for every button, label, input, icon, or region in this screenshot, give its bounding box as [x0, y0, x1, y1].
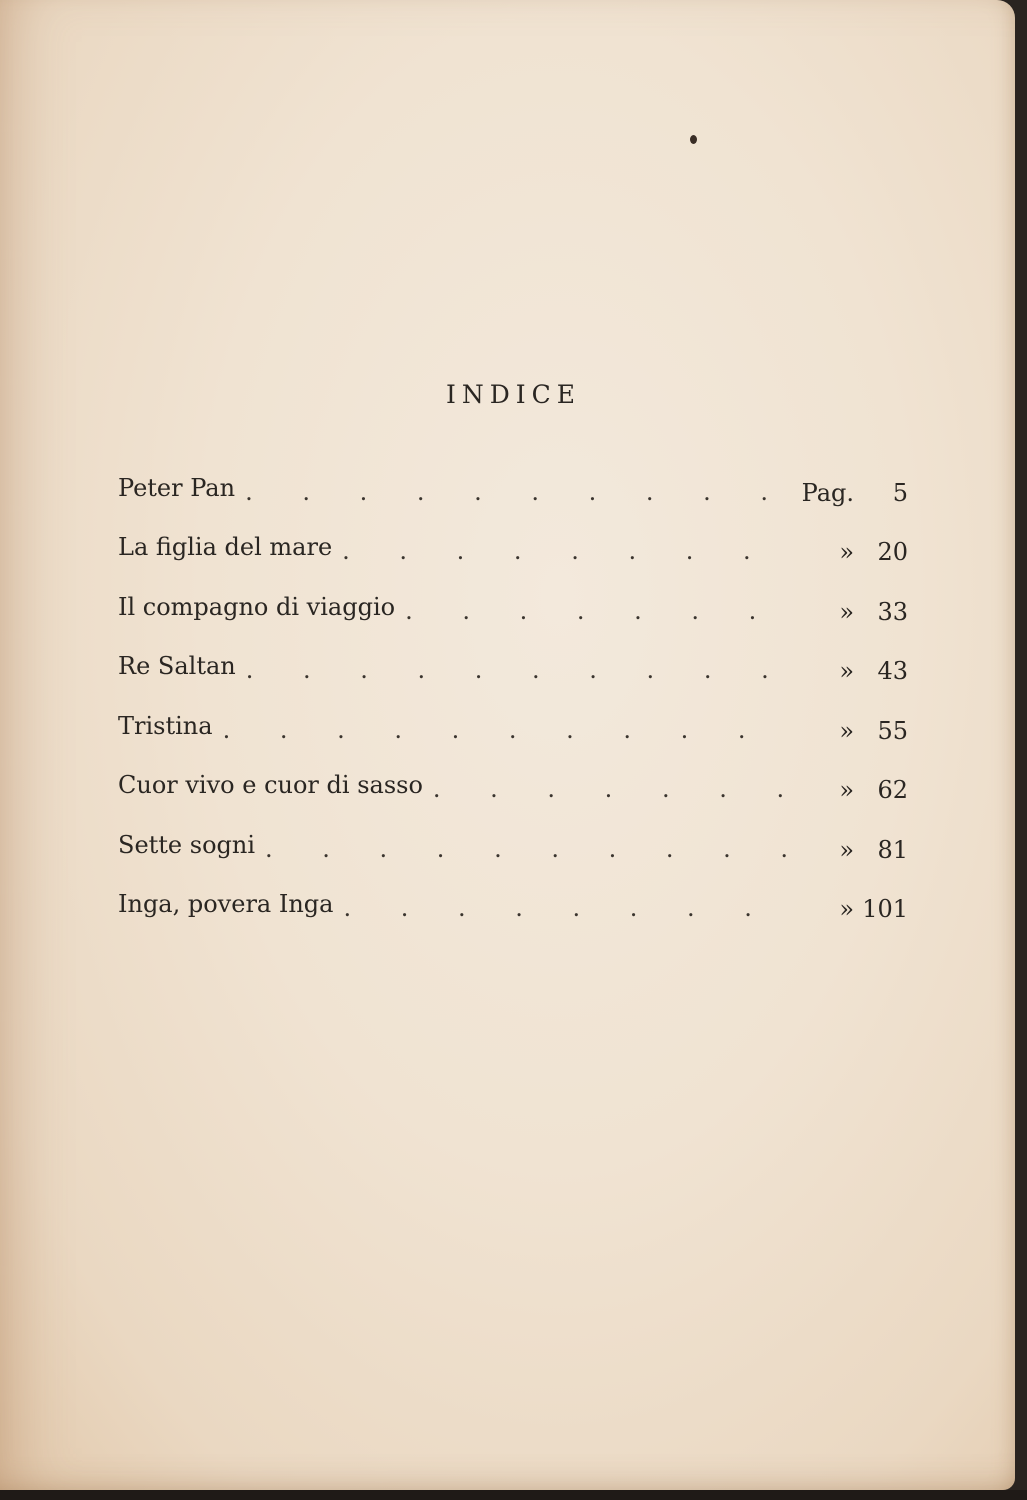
toc-entry-page: 55 — [877, 716, 908, 745]
toc-entry — [118, 518, 908, 578]
toc-entry — [118, 696, 908, 756]
toc-entry — [118, 458, 908, 518]
toc-entry-page: 43 — [877, 657, 908, 686]
dot-leader — [265, 835, 792, 863]
toc-entry-title: Cuor vivo e cuor di sasso — [118, 771, 423, 800]
toc-entry — [118, 815, 908, 875]
dot-leader — [245, 478, 792, 506]
toc-entry-marker: » — [839, 895, 854, 924]
toc-entry-title: Tristina — [118, 711, 213, 740]
dot-leader — [433, 775, 792, 803]
toc-entry-page: 62 — [877, 776, 908, 805]
toc-entry-title: Peter Pan — [118, 473, 236, 502]
dot-leader — [223, 716, 792, 744]
toc-entry-page: 33 — [877, 597, 908, 626]
book-edge — [0, 1490, 1027, 1500]
dot-leader — [405, 597, 792, 625]
toc-entry-title: Il compagno di viaggio — [118, 592, 396, 621]
toc-entry — [118, 756, 908, 816]
toc-entry — [118, 577, 908, 637]
toc-entry-marker: » — [839, 538, 854, 567]
toc-entry-page: 81 — [877, 835, 908, 864]
toc-entry-page: 5 — [892, 478, 908, 507]
table-of-contents — [118, 458, 908, 934]
toc-entry-title: La figlia del mare — [118, 533, 333, 562]
toc-entry-title: Sette sogni — [118, 830, 256, 859]
toc-entry — [118, 875, 908, 935]
toc-entry-title: Inga, povera Inga — [118, 890, 334, 919]
toc-entry-title: Re Saltan — [118, 652, 236, 681]
toc-entry-marker: » — [839, 776, 854, 805]
toc-entry — [118, 637, 908, 697]
toc-entry-page: 20 — [877, 538, 908, 567]
toc-entry-marker: » — [839, 657, 854, 686]
toc-entry-page: 101 — [862, 895, 908, 924]
dot-leader — [342, 537, 792, 565]
toc-entry-marker: » — [839, 835, 854, 864]
index-heading: INDICE — [445, 380, 582, 409]
toc-entry-marker: » — [839, 597, 854, 626]
dot-leader — [246, 656, 792, 684]
toc-entry-marker: » — [839, 716, 854, 745]
ink-spot — [690, 135, 697, 144]
toc-entry-marker: Pag. — [801, 478, 854, 507]
dot-leader — [343, 894, 792, 922]
